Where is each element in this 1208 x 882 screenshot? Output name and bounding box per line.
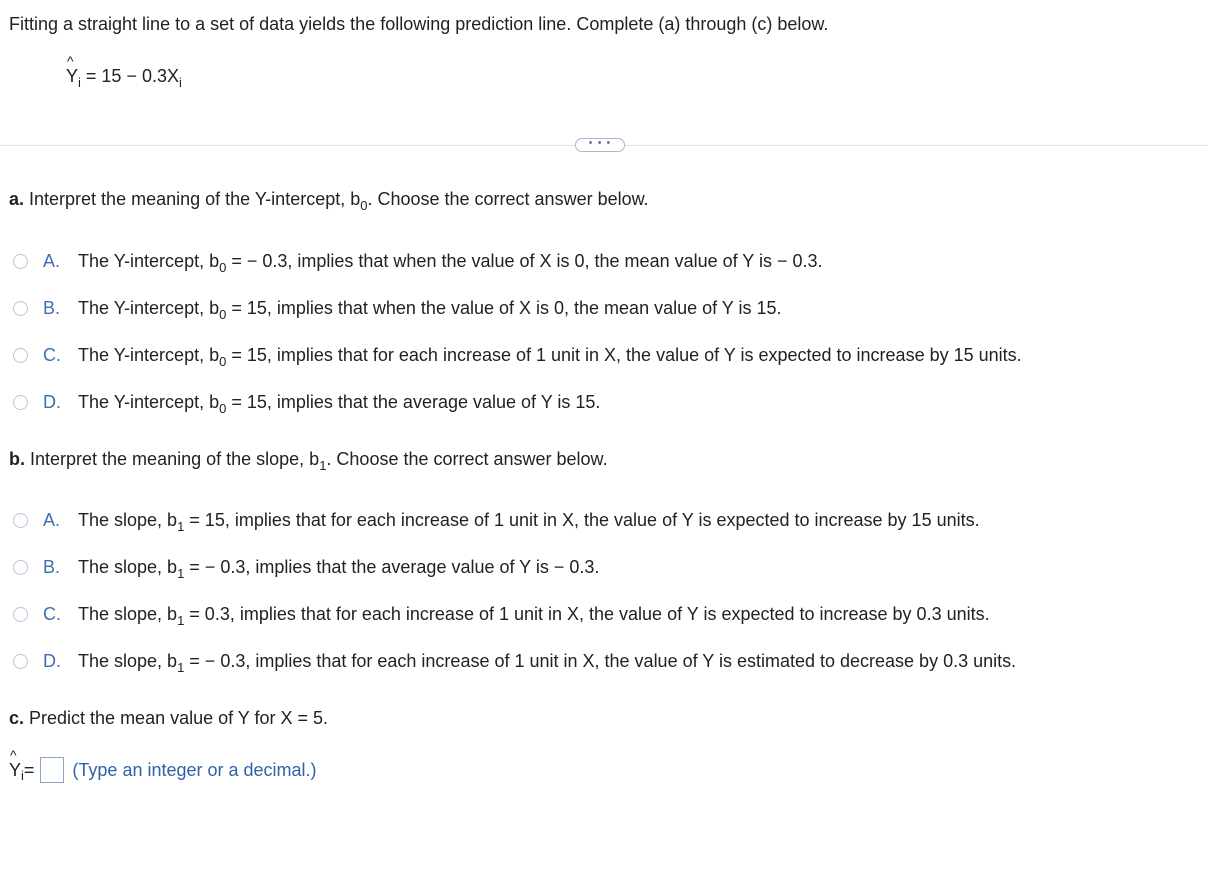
- y-subscript: i: [78, 75, 81, 90]
- part-c-question: c. Predict the mean value of Y for X = 5.: [9, 708, 329, 728]
- part-b-option-c[interactable]: [13, 604, 990, 628]
- part-a-label: a.: [9, 189, 25, 209]
- expand-more-button[interactable]: • • •: [575, 138, 625, 152]
- prediction-equation: [66, 53, 182, 90]
- option-letter: D.: [43, 651, 61, 671]
- y-hat-symbol: ^ Y: [9, 746, 22, 780]
- part-a-option-b[interactable]: [13, 298, 782, 322]
- part-b-option-b[interactable]: [13, 557, 600, 581]
- answer-input[interactable]: [40, 757, 64, 783]
- answer-row: [9, 746, 317, 783]
- answer-hint: (Type an integer or a decimal.): [72, 759, 317, 780]
- part-b-option-a[interactable]: [13, 510, 980, 534]
- equals-sign: =: [23, 759, 35, 780]
- option-letter: C.: [43, 345, 61, 365]
- option-text: The slope, $b_1 = 15$, implies that for each increase of 1 unit in X, the value of Y is expected to increase by 15 units.: [78, 510, 980, 534]
- radio-button[interactable]: [13, 254, 28, 269]
- radio-button[interactable]: [13, 395, 28, 410]
- option-text: The slope, $b_1 = 0.3$, implies that for each increase of 1 unit in X, the value of Y is expected to increase by 0.3 units.: [78, 604, 990, 628]
- problem-statement: Fitting a straight line to a set of data yields the following prediction line. Complete (a) through (c) below.: [9, 14, 829, 34]
- x-subscript: i: [178, 75, 182, 90]
- option-text: The Y-intercept, $b_0$ = − 0.3, implies that when the value of X is 0, the mean value of Y is − 0.3.: [78, 251, 823, 275]
- y-subscript: i: [21, 767, 24, 783]
- radio-button[interactable]: [13, 348, 28, 363]
- option-letter: A.: [43, 510, 61, 530]
- y-hat-symbol: ^ Y: [66, 53, 79, 86]
- option-letter: A.: [43, 251, 61, 271]
- part-a-option-d[interactable]: [13, 392, 601, 416]
- option-letter: D.: [43, 392, 61, 412]
- option-letter: C.: [43, 604, 61, 624]
- option-letter: B.: [43, 557, 61, 577]
- part-a-option-a[interactable]: [13, 251, 823, 275]
- option-text: The Y-intercept, $b_0 = 15$, implies that for each increase of 1 unit in X, the value of Y is expected to increase by 15 units.: [78, 345, 1022, 369]
- part-b-question: b. Interpret the meaning of the slope, $b_1$. Choose the correct answer below.: [9, 449, 608, 473]
- part-c-label: c.: [9, 708, 25, 728]
- equation-rhs: = 15 − 0.3X: [80, 66, 179, 86]
- radio-button[interactable]: [13, 607, 28, 622]
- part-b-option-d[interactable]: [13, 651, 1017, 675]
- radio-button[interactable]: [13, 654, 28, 669]
- option-text: The slope, $b_1$ = − 0.3, implies that the average value of Y is − 0.3.: [78, 557, 600, 581]
- radio-button[interactable]: [13, 513, 28, 528]
- part-a-question: a. Interpret the meaning of the Y-intercept, $b_0$. Choose the correct answer below.: [9, 189, 649, 213]
- option-text: The slope, $b_1$ = − 0.3, implies that for each increase of 1 unit in X, the value of Y is estimated to decrease by 0.3 units.: [78, 651, 1017, 675]
- part-a-option-c[interactable]: [13, 345, 1022, 369]
- radio-button[interactable]: [13, 560, 28, 575]
- option-letter: B.: [43, 298, 61, 318]
- option-text: The Y-intercept, $b_0 = 15$, implies that when the value of X is 0, the mean value of Y is 15.: [78, 298, 782, 322]
- radio-button[interactable]: [13, 301, 28, 316]
- part-b-label: b.: [9, 449, 25, 469]
- option-text: The Y-intercept, $b_0 = 15$, implies that the average value of Y is 15.: [78, 392, 601, 416]
